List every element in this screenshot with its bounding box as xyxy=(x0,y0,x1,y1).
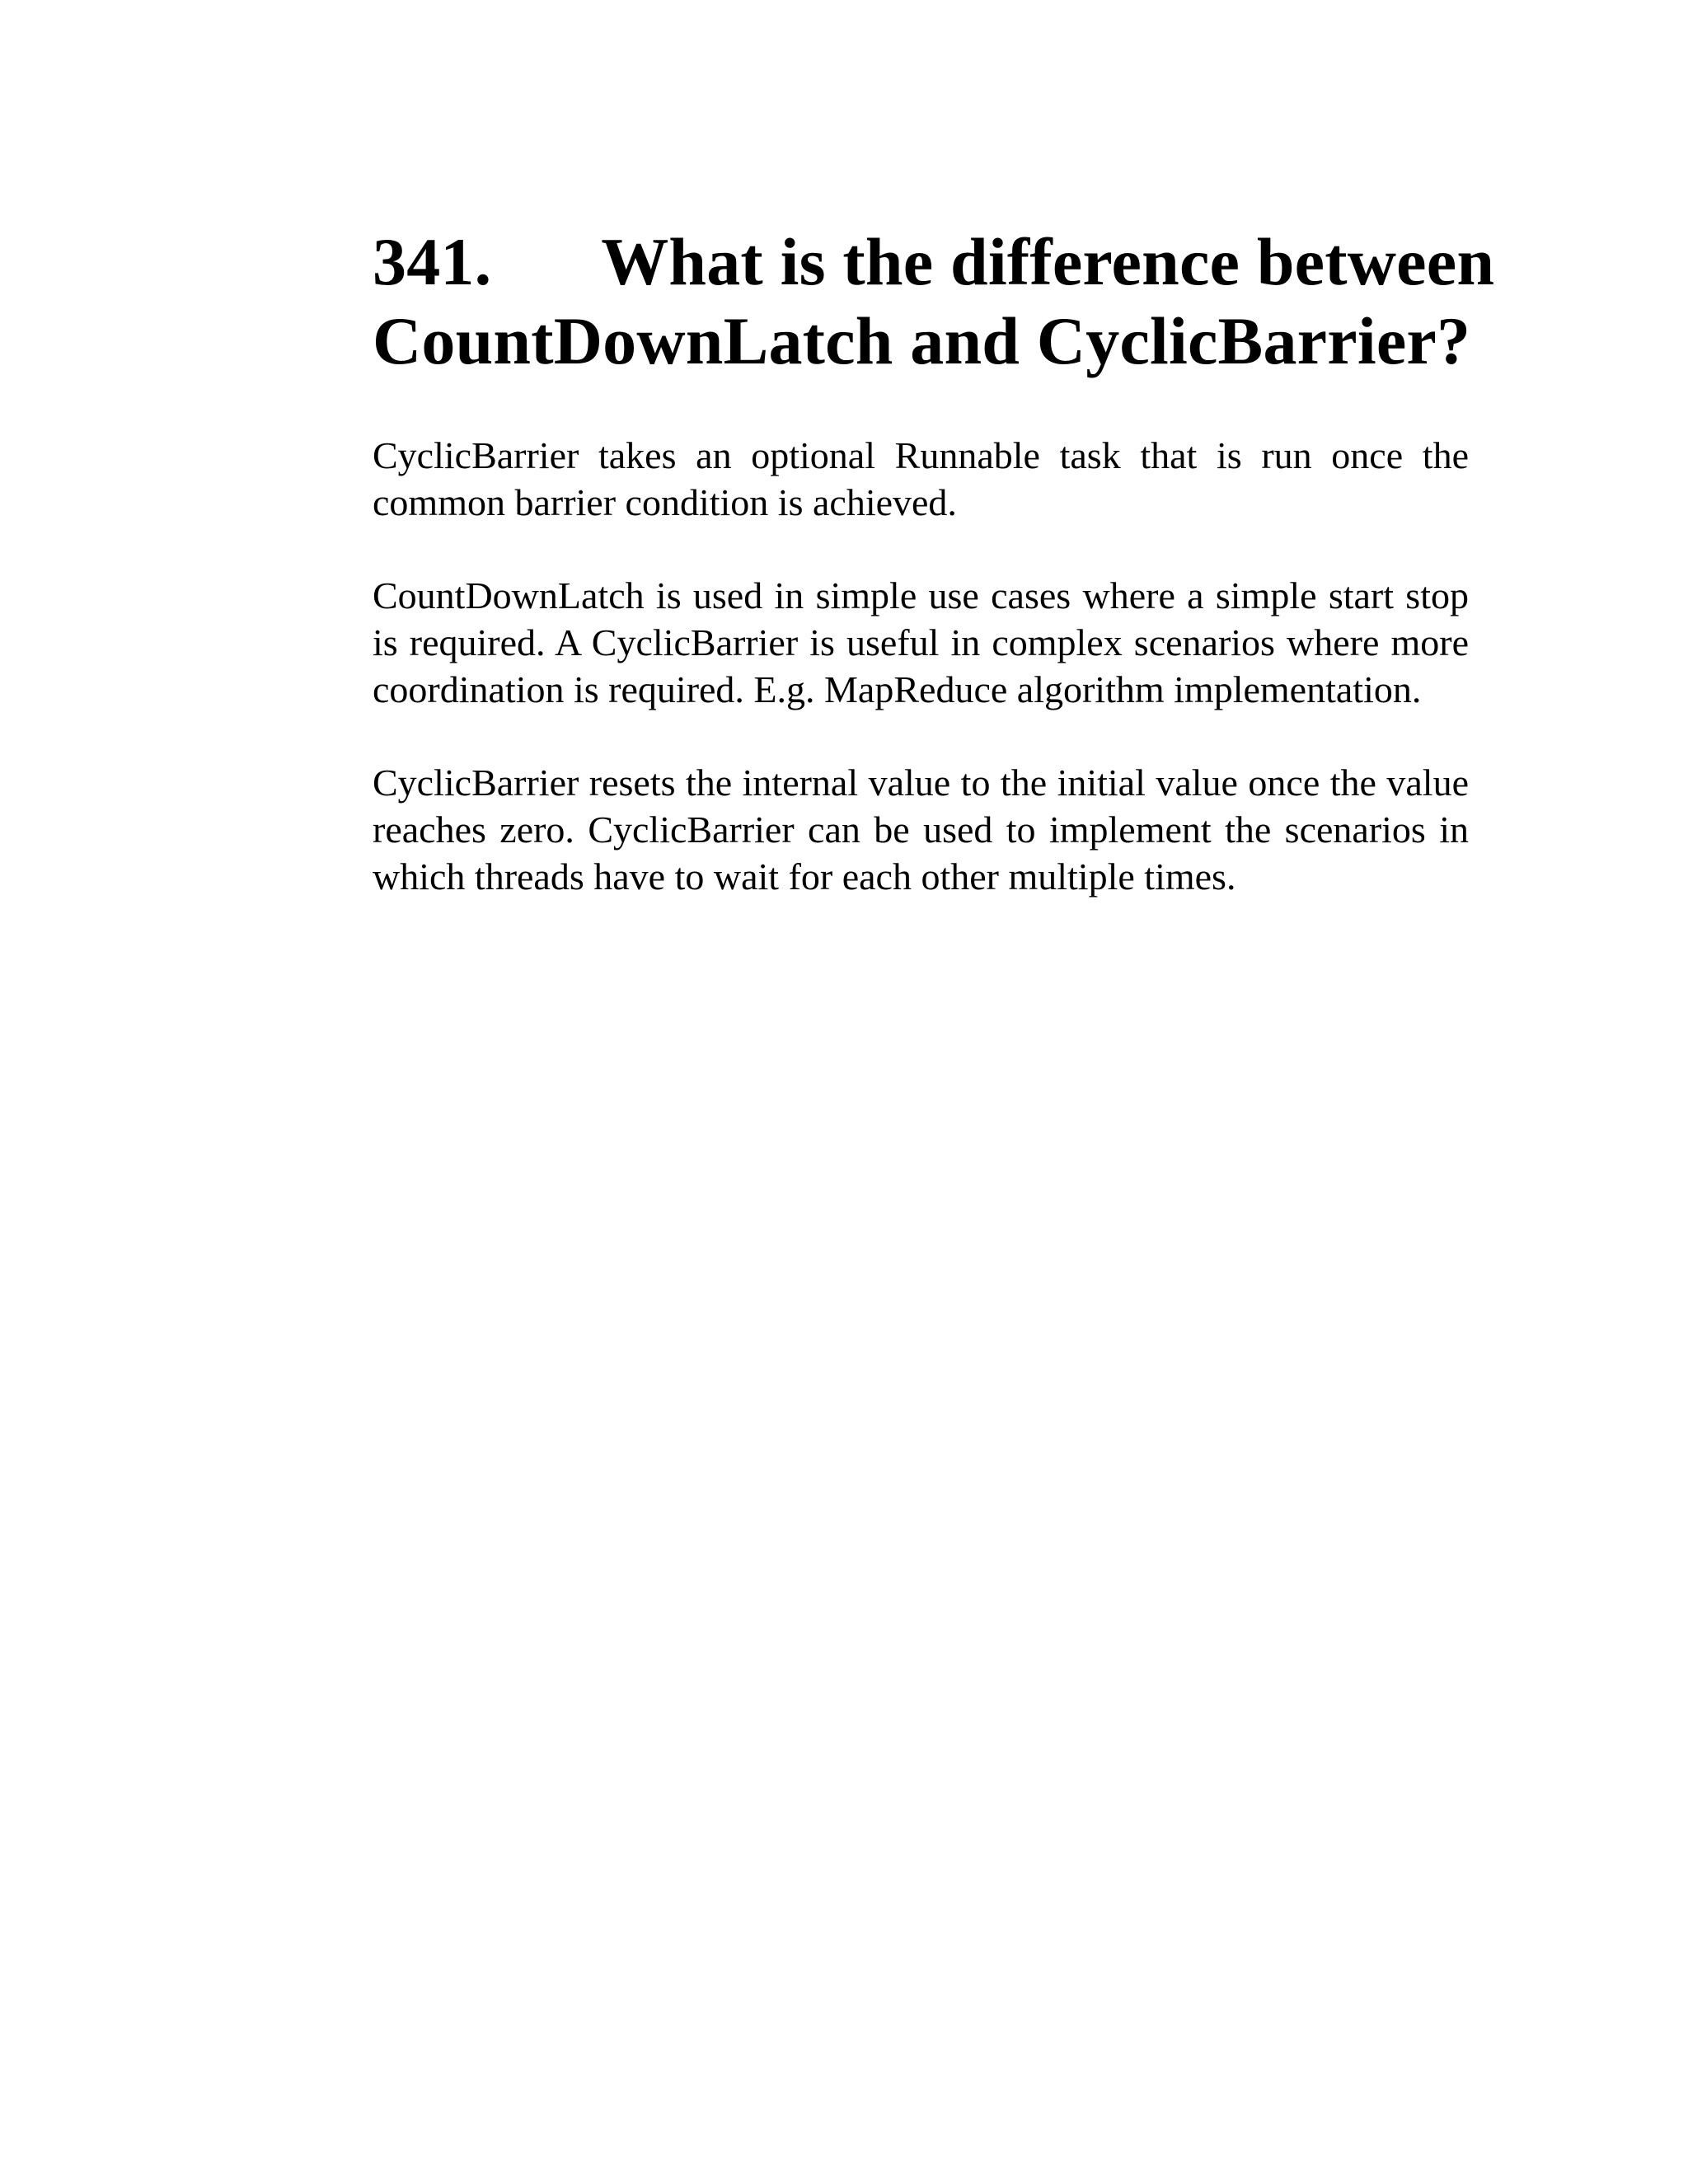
answer-body xyxy=(373,432,1469,900)
question-title-line-1: What is the difference between xyxy=(601,224,1495,299)
question-heading xyxy=(373,223,1495,381)
answer-paragraph-1: CyclicBarrier takes an optional Runnable task that is run once the common barrier condition is achieved. xyxy=(373,434,1469,523)
page-content xyxy=(373,223,1495,946)
answer-paragraph-3: CyclicBarrier resets the internal value to the initial value once the value reaches zero. CyclicBarrier can be used to implement the scenarios in which threads have to wait for each other multiple times. xyxy=(373,762,1469,898)
answer-paragraph-2: CountDownLatch is used in simple use cases where a simple start stop is required. A CyclicBarrier is useful in complex scenarios where more coordination is required. E.g. MapReduce algorithm implementation. xyxy=(373,574,1469,710)
question-number: 341. xyxy=(373,224,492,299)
question-title-line-2: CountDownLatch and CyclicBarrier? xyxy=(373,303,1471,378)
heading-line-1 xyxy=(373,223,1495,302)
